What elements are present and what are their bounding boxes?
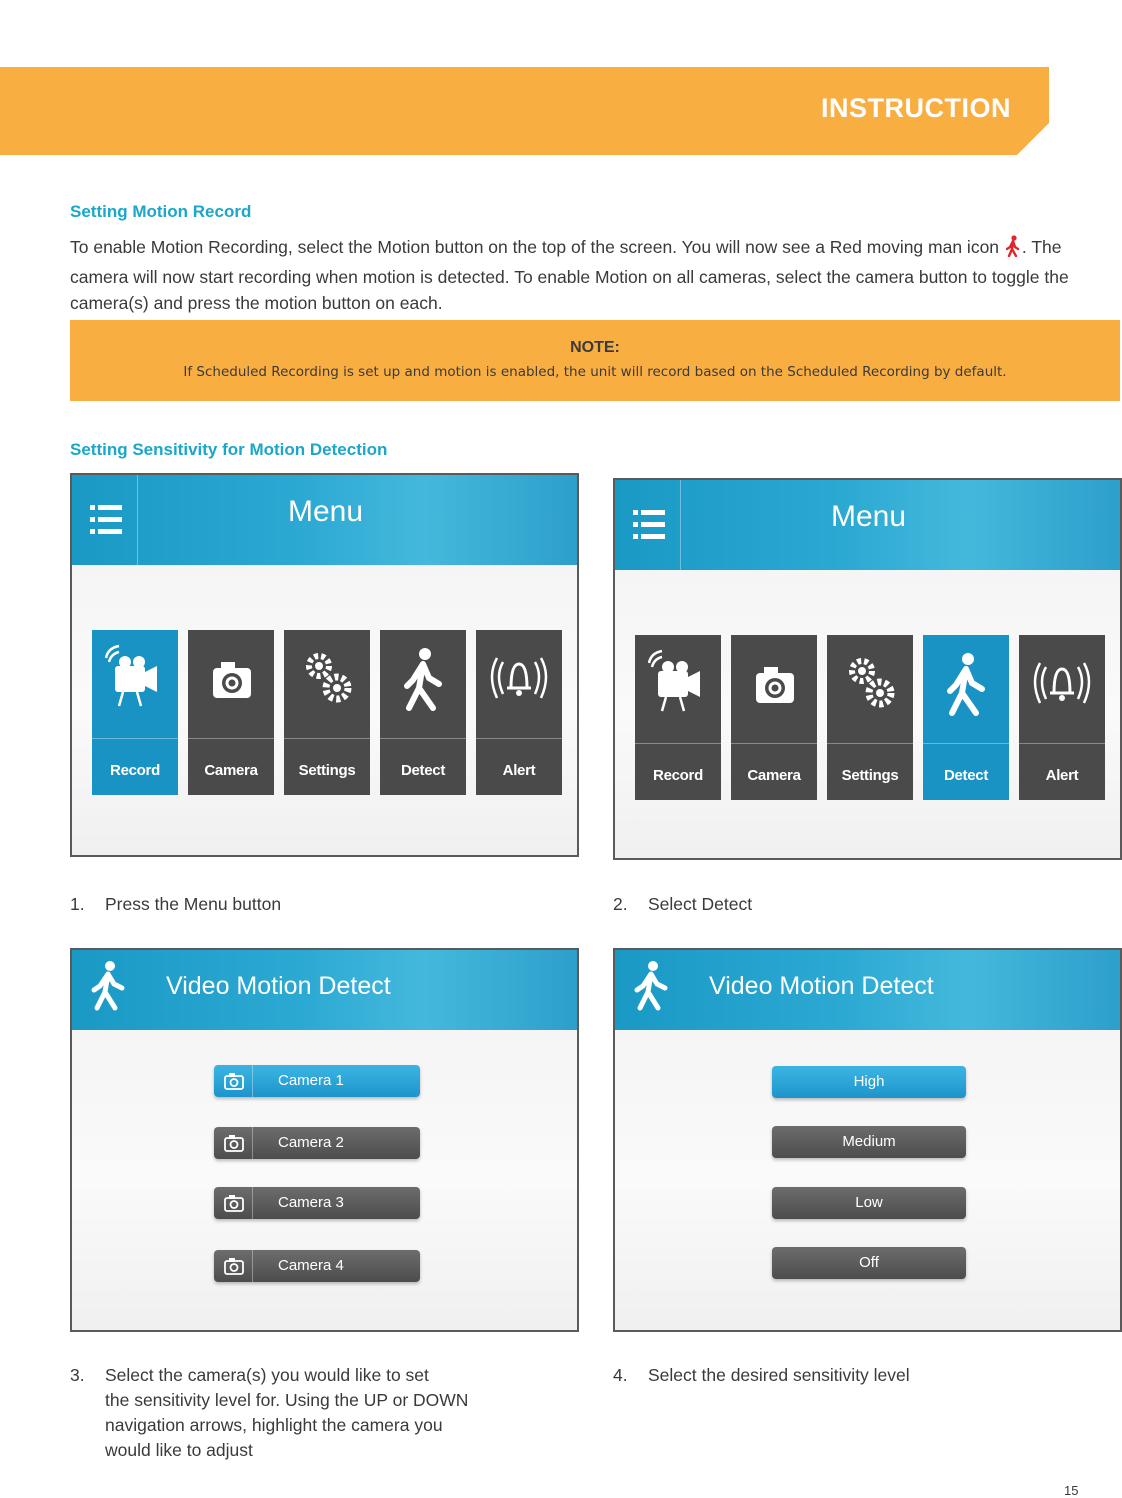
menu-list-icon-box [72,475,138,565]
menu-list-icon [90,503,122,537]
camera-icon [224,1193,244,1213]
video-camera-icon [105,642,165,722]
alert-tile[interactable] [476,630,562,795]
tile-label: Alert [1045,767,1079,784]
option-label: Camera 2 [278,1134,344,1151]
menu-list-icon [633,508,665,542]
video-camera-icon [648,647,708,727]
step-2-caption: 2. Select Detect [613,894,753,914]
menu-screen-2 [613,478,1122,860]
tile-label: Settings [298,762,356,779]
camera-tile[interactable] [731,635,817,800]
motion-record-paragraph [70,234,1110,316]
camera-4-option[interactable] [214,1250,420,1282]
settings-tile[interactable] [827,635,913,800]
screen-header [615,480,1120,570]
screen-header [615,950,1120,1030]
camera-icon [224,1256,244,1276]
walking-man-icon [631,958,671,1018]
alarm-bell-icon [1032,647,1092,727]
option-label: High [853,1073,885,1090]
menu-screen-1 [70,473,579,857]
detect-tile[interactable] [380,630,466,795]
motion-record-text-1: To enable Motion Recording, select the Motion button on the top of the screen. You will now see a Red moving man icon [70,237,1000,257]
vmd-sensitivity-screen [613,948,1122,1332]
note-box [70,320,1120,401]
gears-icon [297,642,357,722]
camera-3-option[interactable] [214,1187,420,1219]
option-label: Camera 1 [278,1072,344,1089]
sensitivity-low-option[interactable] [772,1187,966,1219]
walking-man-icon [88,958,128,1018]
screen-title: Video Motion Detect [166,972,391,1000]
sensitivity-heading: Setting Sensitivity for Motion Detection [70,440,388,459]
camera-icon [224,1133,244,1153]
option-label: Camera 3 [278,1194,344,1211]
tile-label: Camera [204,762,258,779]
motion-record-text-2: . The camera will now start recording when motion is detected. To enable Motion on all cameras, select the camera button to toggle the camera(s) and press the motion button on each. [70,237,1069,313]
tile-label: Record [110,762,160,779]
camera-2-option[interactable] [214,1127,420,1159]
sensitivity-medium-option[interactable] [772,1126,966,1158]
step-3-caption: 3. Select the camera(s) you would like to set the sensitivity level for. Using the UP or DOWN navigation arrows, highlight the camera you would like to adjust [70,1365,469,1460]
menu-list-icon-box [615,480,681,570]
camera-tile[interactable] [188,630,274,795]
record-tile[interactable] [92,630,178,795]
step-1-caption: 1. Press the Menu button [70,894,282,914]
option-label: Camera 4 [278,1257,344,1274]
screen-header [72,950,577,1030]
camera-icon [224,1071,244,1091]
alert-tile[interactable] [1019,635,1105,800]
note-text: If Scheduled Recording is set up and motion is enabled, the unit will record based on the Scheduled Recording by default. [183,364,1007,380]
tile-label: Camera [747,767,801,784]
gears-icon [840,647,900,727]
red-moving-man-icon [1006,235,1020,264]
camera-1-option[interactable] [214,1065,420,1097]
tile-label: Detect [400,762,446,779]
page-header-title: INSTRUCTION [821,93,1011,123]
sensitivity-off-option[interactable] [772,1247,966,1279]
option-label: Low [855,1194,883,1211]
tile-label: Settings [841,767,899,784]
header-banner [0,67,1049,155]
walking-man-icon [393,642,453,722]
screen-title: Menu [831,500,907,533]
sensitivity-high-option[interactable] [772,1066,966,1098]
tile-label: Detect [943,767,989,784]
vmd-camera-screen [70,948,579,1332]
camera-icon [201,642,261,722]
screen-header [72,475,577,565]
step-4-caption: 4. Select the desired sensitivity level [613,1365,910,1385]
tile-label: Alert [502,762,536,779]
motion-record-heading: Setting Motion Record [70,202,252,221]
option-label: Off [859,1254,879,1271]
page-number: 15 [1064,1483,1079,1498]
record-tile[interactable] [635,635,721,800]
settings-tile[interactable] [284,630,370,795]
camera-icon [744,647,804,727]
option-label: Medium [842,1133,896,1150]
detect-tile[interactable] [923,635,1009,800]
note-title: NOTE: [570,339,620,356]
alarm-bell-icon [489,642,549,722]
tile-label: Record [653,767,703,784]
screen-title: Video Motion Detect [709,972,934,1000]
walking-man-icon [936,647,996,727]
screen-title: Menu [288,495,364,528]
